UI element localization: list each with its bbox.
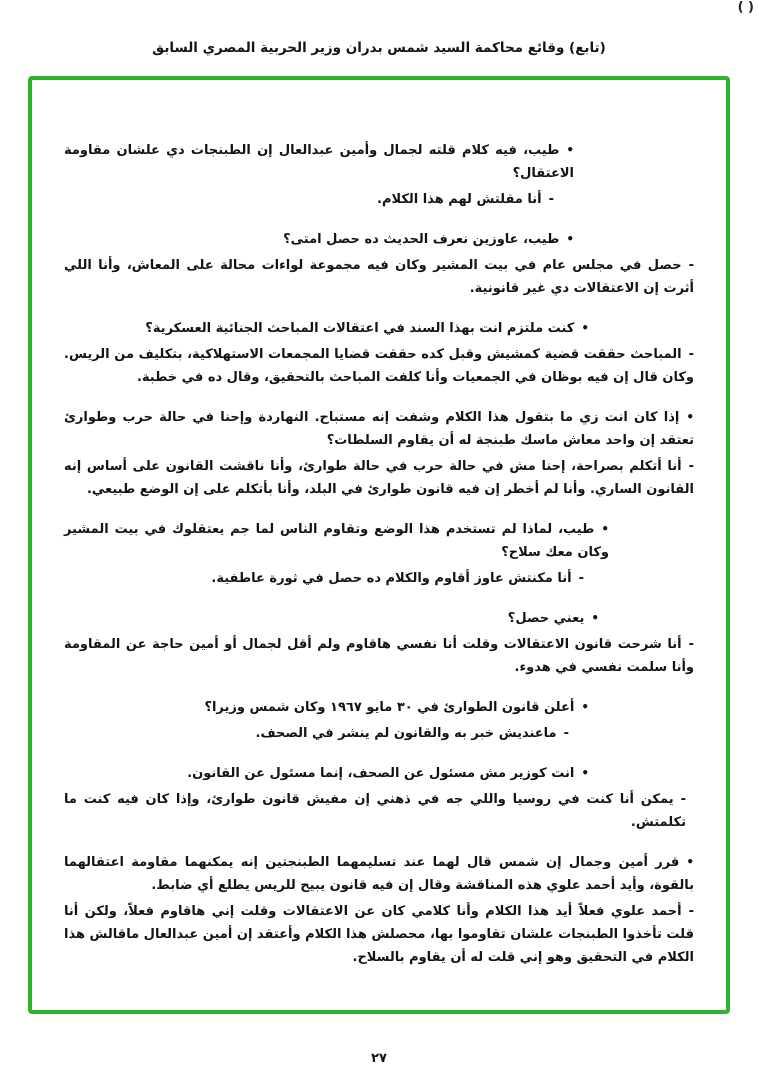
answer-item bbox=[64, 788, 686, 834]
bullet-icon: • bbox=[566, 143, 574, 157]
question-item bbox=[64, 696, 589, 719]
question-text: انت كوزير مش مسئول عن الصحف، إنما مسئول عن القانون. bbox=[187, 766, 575, 781]
question-text: أعلن قانون الطوارئ في ٣٠ مايو ١٩٦٧ وكان شمس وزيرا؟ bbox=[204, 700, 575, 715]
dash-icon: - bbox=[578, 571, 584, 586]
dash-icon: - bbox=[688, 347, 694, 362]
dash-icon: - bbox=[688, 459, 694, 474]
question-item bbox=[64, 317, 589, 340]
question-text: طيب، لماذا لم تستخدم هذا الوضع وتقاوم الناس لما جم يعتقلوك في بيت المشير وكان معك سلاح؟ bbox=[64, 522, 609, 560]
bullet-icon: • bbox=[686, 410, 694, 424]
answer-item bbox=[64, 567, 584, 590]
bullet-icon: • bbox=[601, 522, 609, 536]
dash-icon: - bbox=[688, 258, 694, 273]
answer-item bbox=[64, 188, 554, 211]
question-item bbox=[64, 406, 694, 452]
question-item bbox=[64, 607, 599, 630]
bullet-icon: • bbox=[581, 321, 589, 335]
question-text: طيب، عاوزين نعرف الحديث ده حصل امتى؟ bbox=[283, 232, 560, 247]
answer-text: أحمد علوي فعلاً أيد هذا الكلام وأنا كلامي كان عن الاعتقالات وقلت إني هاقاوم فعلاً، ولكن أنا قلت تأخذوا الطبنجات علشان تقاوموا بها، محصلش هذا الكلام وأعتقد إن أمين عبدالعال ماقالش هذا الكلام في التحقيق وهو إني قلت له أن يقاوم بالسلاح. bbox=[64, 904, 694, 965]
answer-item bbox=[64, 343, 694, 389]
question-item bbox=[64, 518, 609, 564]
bullet-icon: • bbox=[581, 766, 589, 780]
question-item bbox=[64, 762, 589, 785]
question-item bbox=[64, 851, 694, 897]
question-text: قرر أمين وجمال إن شمس قال لهما عند تسليمهما الطبنجتين إنه يمكنهما مقاومة اعتقالهما بالقوة، وأيد أحمد علوي هذه المناقشة وقال إن فيه قانون يبيح للريس يطلع أي ضابط. bbox=[64, 855, 694, 893]
bullet-icon: • bbox=[581, 700, 589, 714]
answer-text: يمكن أنا كنت في روسيا واللي جه في ذهني إن مفيش قانون طوارئ، وإذا كان فيه كنت ما تكلمتش. bbox=[64, 792, 686, 830]
page-number: ٢٧ bbox=[371, 1051, 387, 1066]
answer-text: أنا مقلتش لهم هذا الكلام. bbox=[377, 192, 542, 207]
dash-icon: - bbox=[563, 726, 569, 741]
answer-text: أنا شرحت قانون الاعتقالات وقلت أنا نفسي هاقاوم ولم أقل لجمال أو أمين حاجة عن المقاومة وأنا سلمت نفسي في هدوء. bbox=[64, 637, 694, 675]
answer-text: ماعنديش خبر به والقانون لم ينشر في الصحف. bbox=[255, 726, 557, 741]
answer-item bbox=[64, 633, 694, 679]
bullet-icon: • bbox=[686, 855, 694, 869]
dash-icon: - bbox=[688, 637, 694, 652]
corner-mark: ( ) bbox=[737, 0, 754, 15]
answer-item bbox=[64, 900, 694, 969]
bullet-icon: • bbox=[566, 232, 574, 246]
answer-text: المباحث حققت قضية كمشيش وقبل كده حققت قضايا المجمعات الاستهلاكية، بتكليف من الريس. وكان قال إن فيه بوظان في الجمعيات وأنا كلفت المباحث بالتحقيق، وقال ده في خطبة. bbox=[64, 347, 694, 385]
answer-item bbox=[64, 455, 694, 501]
answer-text: أنا أتكلم بصراحة، إحنا مش في حالة حرب في حالة طوارئ، وأنا ناقشت القانون على أساس إنه القانون الساري. وأنا لم أخطر إن فيه قانون طوارئ في البلد، وأنا بأتكلم على إن الوضع طبيعي. bbox=[64, 459, 694, 497]
dash-icon: - bbox=[548, 192, 554, 207]
answer-text: حصل في مجلس عام في بيت المشير وكان فيه مجموعة لواءات محالة على المعاش، وأنا اللي أثرت إن الاعتقالات دي غير قانونية. bbox=[64, 258, 694, 296]
question-text: إذا كان انت زي ما بتقول هذا الكلام وشفت إنه مستباح. النهاردة وإحنا في حالة حرب وطوارئ تعتقد إن واحد معاش ماسك طبنجة له أن يقاوم السلطات؟ bbox=[64, 410, 694, 448]
green-border-frame bbox=[28, 76, 730, 1014]
page-title: (تابع) وقائع محاكمة السيد شمس بدران وزير الحربية المصري السابق bbox=[152, 40, 606, 56]
dash-icon: - bbox=[680, 792, 686, 807]
question-text: طيب، فيه كلام قلته لجمال وأمين عبدالعال إن الطبنجات دي علشان مقاومة الاعتقال؟ bbox=[64, 143, 574, 181]
question-item bbox=[64, 139, 574, 185]
answer-text: أنا مكنتش عاوز أقاوم والكلام ده حصل في ثورة عاطفية. bbox=[211, 571, 572, 586]
transcript bbox=[32, 80, 726, 989]
answer-item bbox=[64, 254, 694, 300]
dash-icon: - bbox=[688, 904, 694, 919]
question-text: كنت ملتزم انت بهذا السند في اعتقالات المباحث الجنائية العسكرية؟ bbox=[145, 321, 575, 336]
question-text: يعني حصل؟ bbox=[507, 611, 585, 626]
answer-item bbox=[64, 722, 569, 745]
bullet-icon: • bbox=[591, 611, 599, 625]
question-item bbox=[64, 228, 574, 251]
